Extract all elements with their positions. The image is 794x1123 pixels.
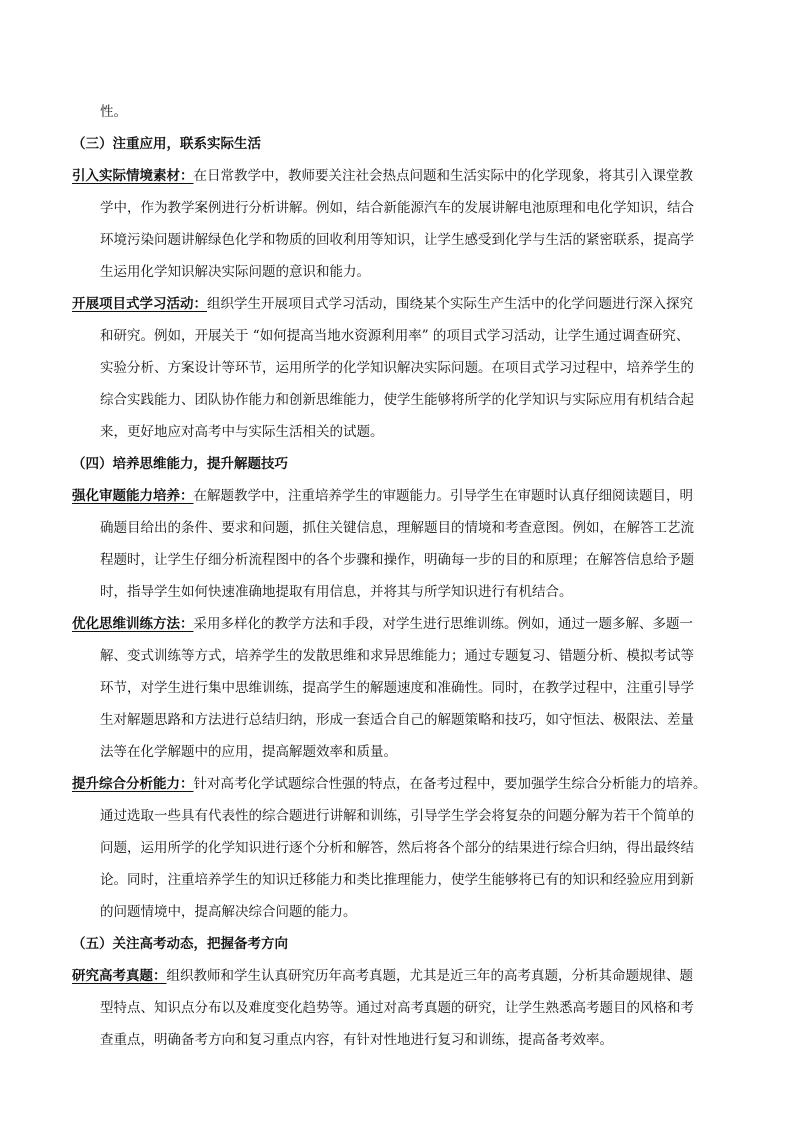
paragraph-line: 实验分析、方案设计等环节，运用所学的化学知识解决实际问题。在项目式学习过程中，培养学生的 xyxy=(100,360,694,376)
paragraph-line: 问题，运用所学的化学知识进行逐个分析和解答，然后将各个部分的结果进行综合归纳，得出最终结 xyxy=(100,840,694,856)
paragraph-line: 和研究。例如，开展关于 “如何提高当地水资源利用率” 的项目式学习活动，让学生通过调查研究、 xyxy=(100,328,690,344)
paragraph-text: 组织教师和学生认真研究历年高考真题，尤其是近三年的高考真题，分析其命题规律、题 xyxy=(166,968,693,984)
paragraph-line: 生运用化学知识解决实际问题的意识和能力。 xyxy=(100,264,370,280)
paragraph-thinking-training xyxy=(72,608,734,768)
paragraph-line: 法等在化学解题中的应用，提高解题效率和质量。 xyxy=(100,744,397,760)
paragraph-project-learning xyxy=(72,288,734,448)
paragraph-comprehensive-analysis xyxy=(72,768,734,928)
paragraph-lead: 优化思维训练方法： xyxy=(72,616,194,632)
paragraph-line: 生对解题思路和方法进行总结归纳，形成一套适合自己的解题策略和技巧，如守恒法、极限法、差量 xyxy=(100,712,694,728)
paragraph-text: 采用多样化的教学方法和手段，对学生进行思维训练。例如，通过一题多解、多题一 xyxy=(193,616,693,632)
paragraph-line: 论。同时，注重培养学生的知识迁移能力和类比推理能力，使学生能够将已有的知识和经验应用到新 xyxy=(100,872,694,888)
paragraph-line: 型特点、知识点分布以及难度变化趋势等。通过对高考真题的研究，让学生熟悉高考题目的风格和考 xyxy=(100,1000,694,1016)
paragraph-text: 在日常教学中，教师要关注社会热点问题和生活实际中的化学现象，将其引入课堂教 xyxy=(193,168,693,184)
paragraph-line: 综合实践能力、团队协作能力和创新思维能力，使学生能够将所学的化学知识与实际应用有机结合起 xyxy=(100,392,694,408)
paragraph-text: 在解题教学中，注重培养学生的审题能力。引导学生在审题时认真仔细阅读题目，明 xyxy=(193,488,693,504)
paragraph-line: 环境污染问题讲解绿色化学和物质的回收利用等知识，让学生感受到化学与生活的紧密联系，提高学 xyxy=(100,232,694,248)
paragraph-lead: 研究高考真题： xyxy=(72,968,167,984)
section-heading-5: （五）关注高考动态，把握备考方向 xyxy=(72,936,288,952)
paragraph-line: 确题目给出的条件、要求和问题，抓住关键信息，理解题目的情境和考查意图。例如，在解答工艺流 xyxy=(100,520,694,536)
paragraph-line: 通过选取一些具有代表性的综合题进行讲解和训练，引导学生学会将复杂的问题分解为若干个简单的 xyxy=(100,808,694,824)
paragraph-lead: 开展项目式学习活动： xyxy=(72,296,207,312)
paragraph-line: 时，指导学生如何快速准确地提取有用信息，并将其与所学知识进行有机结合。 xyxy=(100,584,573,600)
paragraph-line: 查重点，明确备考方向和复习重点内容，有针对性地进行复习和训练，提高备考效率。 xyxy=(100,1032,613,1048)
paragraph-lead: 引入实际情境素材： xyxy=(72,168,194,184)
paragraph-text: 针对高考化学试题综合性强的特点，在备考过程中，要加强学生综合分析能力的培养。 xyxy=(193,776,707,792)
paragraph-line: 的问题情境中，提高解决综合问题的能力。 xyxy=(100,904,357,920)
paragraph-lead: 提升综合分析能力： xyxy=(72,776,194,792)
section-heading-3: （三）注重应用，联系实际生活 xyxy=(72,136,261,152)
paragraph-real-context xyxy=(72,160,734,288)
paragraph-line: 学中，作为教学案例进行分析讲解。例如，结合新能源汽车的发展讲解电池原理和电化学知识，结合 xyxy=(100,200,694,216)
paragraph-exam-research xyxy=(72,960,734,1056)
paragraph-line: 来，更好地应对高考中与实际生活相关的试题。 xyxy=(100,424,384,440)
paragraph-line: 解、变式训练等方式，培养学生的发散思维和求异思维能力；通过专题复习、错题分析、模拟考试等 xyxy=(100,648,694,664)
paragraph-text: 组织学生开展项目式学习活动，围绕某个实际生产生活中的化学问题进行深入探究 xyxy=(207,296,693,312)
paragraph-reading-skill xyxy=(72,480,734,608)
paragraph-line: 程题时，让学生仔细分析流程图中的各个步骤和操作，明确每一步的目的和原理；在解答信息给予题 xyxy=(100,552,694,568)
paragraph-lead: 强化审题能力培养： xyxy=(72,488,194,504)
paragraph-line: 环节，对学生进行集中思维训练，提高学生的解题速度和准确性。同时，在教学过程中，注重引导学 xyxy=(100,680,694,696)
top-fragment: 性。 xyxy=(100,104,127,120)
section-heading-4: （四）培养思维能力，提升解题技巧 xyxy=(72,456,288,472)
